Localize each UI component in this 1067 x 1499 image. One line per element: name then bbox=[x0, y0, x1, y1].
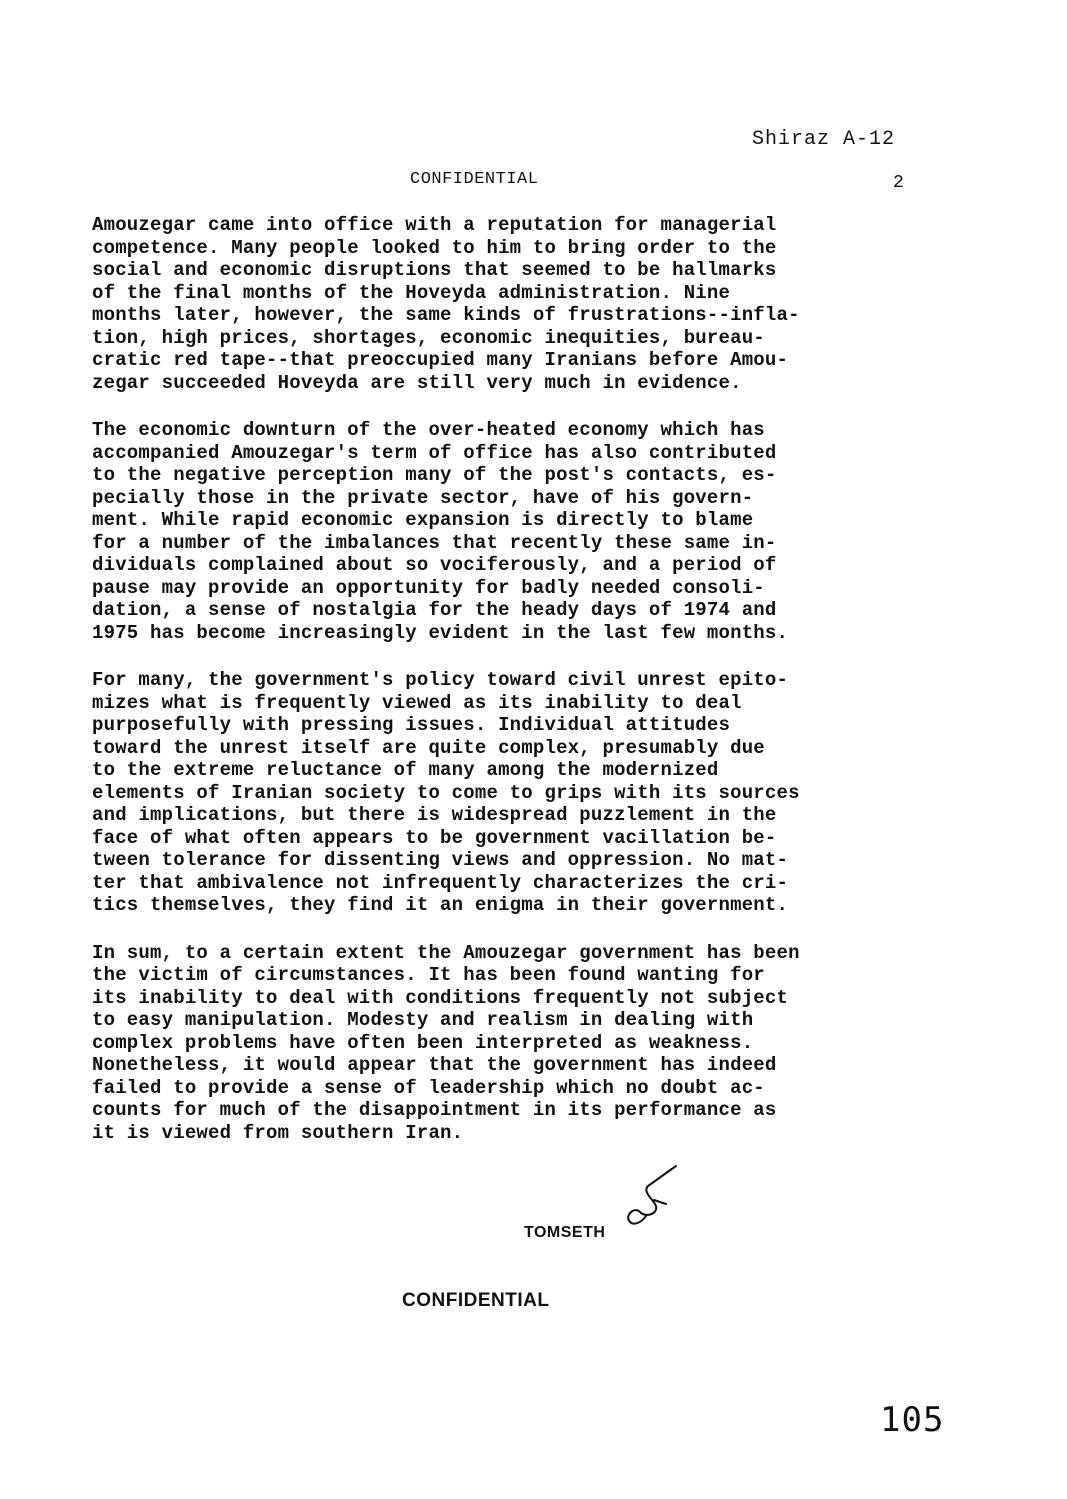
text-line: months later, however, the same kinds of frustrations--infla- bbox=[92, 304, 800, 326]
text-line: to the extreme reluctance of many among the modernized bbox=[92, 759, 719, 781]
text-line: ment. While rapid economic expansion is directly to blame bbox=[92, 509, 754, 531]
text-line: accompanied Amouzegar's term of office has also contributed bbox=[92, 441, 777, 464]
text-line: Amouzegar came into office with a reputation for managerial bbox=[92, 214, 777, 236]
text-line: it is viewed from southern Iran. bbox=[92, 1121, 464, 1144]
text-line: cratic red tape--that preoccupied many Iranians before Amou- bbox=[92, 349, 789, 371]
text-line: 1975 has become increasingly evident in the last few months. bbox=[92, 621, 789, 644]
text-line: of the final months of the Hoveyda administration. Nine bbox=[92, 281, 731, 304]
text-line: elements of Iranian society to come to grips with its sources bbox=[92, 781, 800, 804]
text-line: competence. Many people looked to him to bring order to the bbox=[92, 236, 777, 259]
text-line: dation, a sense of nostalgia for the heady days of 1974 and bbox=[92, 599, 777, 621]
text-line: Nonetheless, it would appear that the government has indeed bbox=[92, 1054, 777, 1076]
text-line: pecially those in the private sector, have of his govern- bbox=[92, 486, 754, 509]
signature-block bbox=[524, 1160, 704, 1250]
text-line: to the negative perception many of the post's contacts, es- bbox=[92, 464, 777, 486]
text-line: failed to provide a sense of leadership which no doubt ac- bbox=[92, 1076, 765, 1099]
text-line: purposefully with pressing issues. Individual attitudes bbox=[92, 714, 731, 736]
text-line: tion, high prices, shortages, economic inequities, bureau- bbox=[92, 326, 765, 349]
text-line: tics themselves, they find it an enigma in their government. bbox=[92, 894, 789, 916]
archive-page-number: 105 bbox=[880, 1400, 945, 1440]
text-line: counts for much of the disappointment in its performance as bbox=[92, 1099, 777, 1121]
text-line: to easy manipulation. Modesty and realism in dealing with bbox=[92, 1009, 754, 1031]
text-line: zegar succeeded Hoveyda are still very much in evidence. bbox=[92, 371, 742, 394]
text-line: ter that ambivalence not infrequently characterizes the cri- bbox=[92, 871, 789, 894]
header-classification: CONFIDENTIAL bbox=[410, 170, 539, 189]
text-line: face of what often appears to be government vacillation be- bbox=[92, 826, 777, 849]
text-line: complex problems have often been interpreted as weakness. bbox=[92, 1031, 754, 1054]
text-line: For many, the government's policy toward civil unrest epito- bbox=[92, 669, 789, 691]
text-line: and implications, but there is widespread puzzlement in the bbox=[92, 804, 777, 826]
paragraph-3 bbox=[92, 669, 932, 917]
handwritten-initials-icon bbox=[618, 1160, 698, 1240]
paragraph-2 bbox=[92, 419, 932, 644]
document-reference: Shiraz A-12 bbox=[752, 128, 896, 151]
paragraph-4 bbox=[92, 942, 932, 1145]
document-body bbox=[92, 214, 932, 1169]
footer-classification: CONFIDENTIAL bbox=[402, 1290, 550, 1311]
page-number: 2 bbox=[893, 173, 904, 193]
text-line: toward the unrest itself are quite complex, presumably due bbox=[92, 736, 765, 759]
text-line: The economic downturn of the over-heated economy which has bbox=[92, 419, 765, 441]
signer-name: TOMSETH bbox=[524, 1224, 606, 1241]
text-line: tween tolerance for dissenting views and oppression. No mat- bbox=[92, 849, 789, 871]
text-line: mizes what is frequently viewed as its inability to deal bbox=[92, 691, 742, 714]
text-line: In sum, to a certain extent the Amouzegar government has been bbox=[92, 941, 800, 964]
text-line: dividuals complained about so vociferously, and a period of bbox=[92, 554, 777, 576]
text-line: its inability to deal with conditions frequently not subject bbox=[92, 986, 789, 1009]
text-line: pause may provide an opportunity for badly needed consoli- bbox=[92, 576, 765, 599]
text-line: for a number of the imbalances that recently these same in- bbox=[92, 531, 777, 554]
paragraph-1 bbox=[92, 214, 932, 394]
text-line: the victim of circumstances. It has been found wanting for bbox=[92, 964, 765, 986]
text-line: social and economic disruptions that seemed to be hallmarks bbox=[92, 259, 777, 281]
